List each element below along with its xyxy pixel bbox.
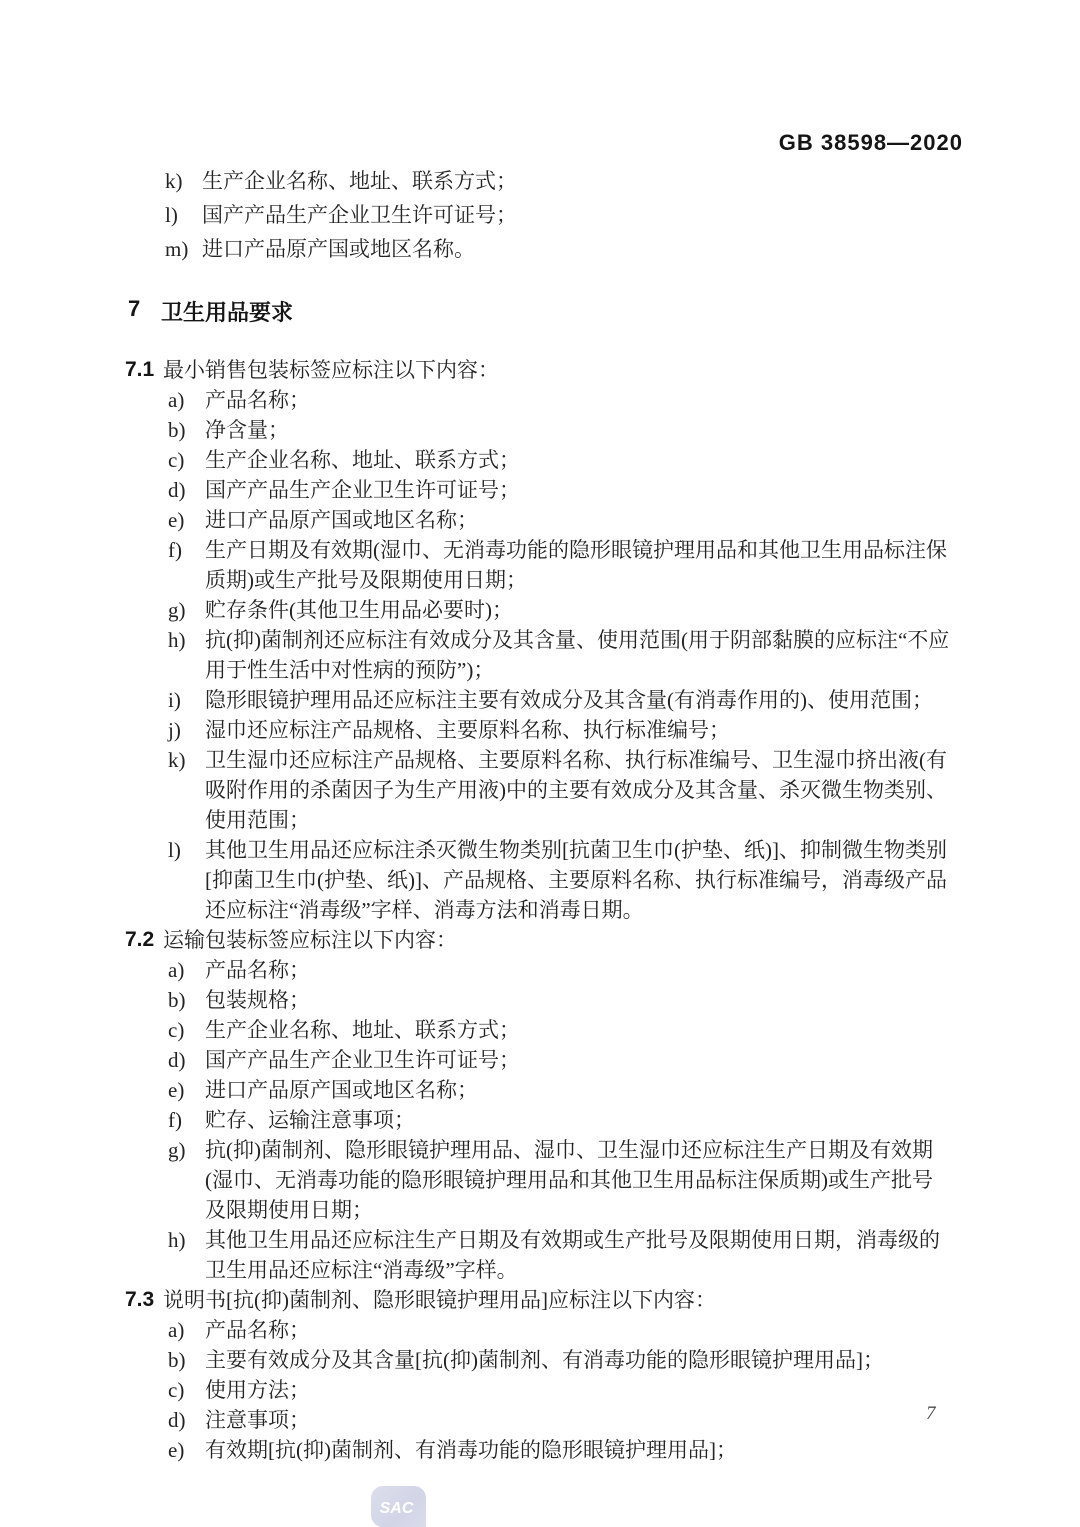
list-item — [168, 385, 960, 415]
item-text: 进口产品原产国或地区名称。 — [202, 237, 475, 261]
item-label: k) — [168, 748, 186, 772]
item-label: d) — [168, 1048, 186, 1072]
list-item — [168, 985, 960, 1015]
page-number: 7 — [926, 1403, 936, 1424]
item-label: l) — [165, 203, 178, 227]
list-item — [165, 198, 955, 232]
list-item — [168, 745, 960, 835]
item-label: i) — [168, 688, 181, 712]
carryover-list — [165, 164, 955, 266]
list-item — [165, 164, 955, 198]
item-label: l) — [168, 838, 181, 862]
item-text: 生产企业名称、地址、联系方式； — [205, 448, 520, 472]
item-label: a) — [168, 1318, 185, 1342]
item-label: h) — [168, 1228, 186, 1252]
list-item — [168, 595, 960, 625]
section-title: 卫生用品要求 — [161, 300, 294, 325]
item-text: 净含量； — [205, 418, 289, 442]
item-label: h) — [168, 628, 186, 652]
item-label: g) — [168, 1138, 186, 1162]
list-item — [168, 1105, 960, 1135]
list-item — [168, 835, 960, 925]
clause-number: 7.1 — [125, 358, 155, 381]
list-item — [168, 1225, 960, 1285]
item-label: d) — [168, 1408, 186, 1432]
item-text: 抗(抑)菌制剂、隐形眼镜护理用品、湿巾、卫生湿巾还应标注生产日期及有效期(湿巾、无消毒功能的隐形眼镜护理用品和其他卫生用品标注保质期)或生产批号及限期使用日期； — [205, 1138, 933, 1222]
item-text: 使用方法； — [205, 1378, 310, 1402]
item-text: 国产产品生产企业卫生许可证号； — [205, 478, 520, 502]
item-text: 进口产品原产国或地区名称； — [205, 1078, 478, 1102]
list-item — [165, 232, 955, 266]
clause-text: 最小销售包装标签应标注以下内容： — [163, 358, 499, 382]
list-item — [168, 1015, 960, 1045]
item-label: b) — [168, 418, 186, 442]
clause-number: 7.2 — [125, 928, 155, 951]
clause-item-list — [168, 385, 960, 925]
list-item — [168, 625, 960, 685]
item-text: 生产企业名称、地址、联系方式； — [205, 1018, 520, 1042]
item-text: 贮存、运输注意事项； — [205, 1108, 415, 1132]
item-label: a) — [168, 388, 185, 412]
list-item — [168, 445, 960, 475]
list-item — [168, 1045, 960, 1075]
list-item — [168, 955, 960, 985]
item-label: b) — [168, 988, 186, 1012]
list-item — [168, 535, 960, 595]
clause-text: 说明书[抗(抑)菌制剂、隐形眼镜护理用品]应标注以下内容： — [163, 1288, 716, 1312]
clause-item-list — [168, 955, 960, 1285]
item-label: a) — [168, 958, 185, 982]
item-text: 湿巾还应标注产品规格、主要原料名称、执行标准编号； — [205, 718, 730, 742]
item-label: m) — [165, 237, 189, 261]
item-label: b) — [168, 1348, 186, 1372]
list-item — [168, 475, 960, 505]
clause-heading — [125, 925, 960, 955]
section-heading — [128, 296, 293, 327]
item-label: j) — [168, 718, 181, 742]
item-text: 国产产品生产企业卫生许可证号； — [205, 1048, 520, 1072]
item-text: 隐形眼镜护理用品还应标注主要有效成分及其含量(有消毒作用的)、使用范围； — [205, 688, 933, 712]
item-text: 进口产品原产国或地区名称； — [205, 508, 478, 532]
list-item — [168, 715, 960, 745]
clause-number: 7.3 — [125, 1288, 155, 1311]
item-label: f) — [168, 1108, 182, 1132]
item-text: 贮存条件(其他卫生用品必要时)； — [205, 598, 513, 622]
sac-logo-text: SAC — [379, 1499, 414, 1517]
item-text: 产品名称； — [205, 958, 310, 982]
section-number: 7 — [128, 296, 141, 321]
item-label: e) — [168, 1438, 185, 1462]
list-item — [168, 505, 960, 535]
list-item — [168, 1135, 960, 1225]
item-text: 国产产品生产企业卫生许可证号； — [202, 203, 517, 227]
list-item — [168, 415, 960, 445]
list-item — [168, 1375, 960, 1405]
list-item — [168, 1075, 960, 1105]
list-item — [168, 1315, 960, 1345]
item-text: 生产企业名称、地址、联系方式； — [202, 169, 517, 193]
item-text: 包装规格； — [205, 988, 310, 1012]
standard-code-header: GB 38598—2020 — [778, 130, 963, 155]
item-text: 有效期[抗(抑)菌制剂、有消毒功能的隐形眼镜护理用品]； — [205, 1438, 737, 1462]
list-item — [168, 1435, 960, 1465]
clause-heading — [125, 355, 960, 385]
item-text: 生产日期及有效期(湿巾、无消毒功能的隐形眼镜护理用品和其他卫生用品标注保质期)或生产批号及限期使用日期； — [205, 538, 947, 592]
item-label: d) — [168, 478, 186, 502]
item-text: 其他卫生用品还应标注杀灭微生物类别[抗菌卫生巾(护垫、纸)]、抑制微生物类别[抑菌卫生巾(护垫、纸)]、产品规格、主要原料名称、执行标准编号，消毒级产品还应标注“消毒级”字样、消毒方法和消毒日期。 — [205, 838, 947, 922]
item-label: c) — [168, 1018, 185, 1042]
item-text: 产品名称； — [205, 1318, 310, 1342]
list-item — [168, 1405, 960, 1435]
item-label: c) — [168, 448, 185, 472]
clauses-block — [125, 355, 960, 1465]
clause-text: 运输包装标签应标注以下内容： — [163, 928, 457, 952]
item-text: 主要有效成分及其含量[抗(抑)菌制剂、有消毒功能的隐形眼镜护理用品]； — [205, 1348, 884, 1372]
clause-item-list — [168, 1315, 960, 1465]
list-item — [168, 1345, 960, 1375]
item-text: 抗(抑)菌制剂还应标注有效成分及其含量、使用范围(用于阴部黏膜的应标注“不应用于性生活中对性病的预防”)； — [205, 628, 950, 682]
item-label: c) — [168, 1378, 185, 1402]
item-text: 注意事项； — [205, 1408, 310, 1432]
item-label: e) — [168, 508, 185, 532]
list-item — [168, 685, 960, 715]
clause-heading — [125, 1285, 960, 1315]
item-text: 产品名称； — [205, 388, 310, 412]
item-label: k) — [165, 169, 183, 193]
item-text: 其他卫生用品还应标注生产日期及有效期或生产批号及限期使用日期，消毒级的卫生用品还应标注“消毒级”字样。 — [205, 1228, 940, 1282]
sac-logo-watermark — [371, 1486, 426, 1527]
item-label: f) — [168, 538, 182, 562]
item-label: e) — [168, 1078, 185, 1102]
item-label: g) — [168, 598, 186, 622]
item-text: 卫生湿巾还应标注产品规格、主要原料名称、执行标准编号、卫生湿巾挤出液(有吸附作用的杀菌因子为生产用液)中的主要有效成分及其含量、杀灭微生物类别、使用范围； — [205, 748, 947, 832]
